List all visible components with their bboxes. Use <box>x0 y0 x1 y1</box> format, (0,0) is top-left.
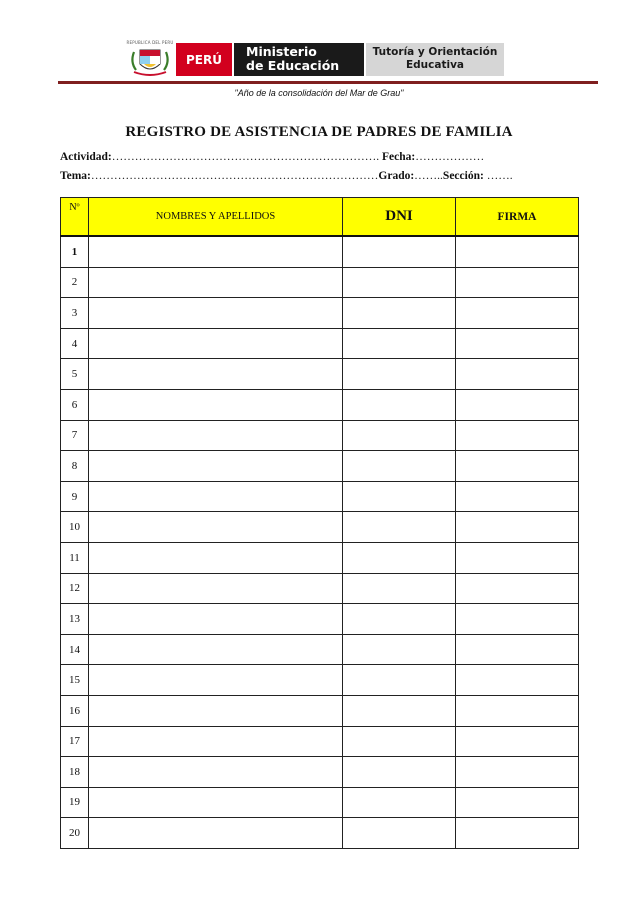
table-row <box>61 757 579 788</box>
actividad-label: Actividad: <box>60 151 112 163</box>
firma-cell[interactable] <box>456 726 579 757</box>
row-number: 20 <box>61 818 89 849</box>
dni-cell[interactable] <box>343 420 456 451</box>
table-row <box>61 634 579 665</box>
name-cell[interactable] <box>89 512 343 543</box>
row-number: 15 <box>61 665 89 696</box>
dni-cell[interactable] <box>343 573 456 604</box>
row-number: 17 <box>61 726 89 757</box>
attendance-table <box>60 197 579 849</box>
col-header-firma: FIRMA <box>456 198 579 237</box>
dni-cell[interactable] <box>343 298 456 329</box>
name-cell[interactable] <box>89 481 343 512</box>
name-cell[interactable] <box>89 542 343 573</box>
col-header-num: Nº <box>61 198 89 237</box>
tutoria-line2: Educativa <box>405 59 465 71</box>
dni-cell[interactable] <box>343 542 456 573</box>
name-cell[interactable] <box>89 695 343 726</box>
table-row <box>61 389 579 420</box>
name-cell[interactable] <box>89 236 343 267</box>
name-cell[interactable] <box>89 604 343 635</box>
firma-cell[interactable] <box>456 634 579 665</box>
seccion-label: Sección: <box>442 170 484 182</box>
name-cell[interactable] <box>89 420 343 451</box>
dni-cell[interactable] <box>343 665 456 696</box>
name-cell[interactable] <box>89 389 343 420</box>
dni-cell[interactable] <box>343 787 456 818</box>
table-row <box>61 267 579 298</box>
table-row <box>61 359 579 390</box>
page-title: REGISTRO DE ASISTENCIA DE PADRES DE FAMILIA <box>125 124 513 140</box>
firma-cell[interactable] <box>456 604 579 635</box>
ministry-line2: de Educación <box>246 58 340 73</box>
firma-cell[interactable] <box>456 328 579 359</box>
firma-cell[interactable] <box>456 573 579 604</box>
header-rule <box>58 81 598 84</box>
dni-cell[interactable] <box>343 726 456 757</box>
row-number: 1 <box>61 236 89 267</box>
table-row <box>61 512 579 543</box>
fecha-field[interactable]: ……………… <box>415 151 485 163</box>
firma-cell[interactable] <box>456 757 579 788</box>
actividad-field[interactable]: ……………………………………………………………. <box>111 151 380 163</box>
table-row <box>61 451 579 482</box>
row-number: 19 <box>61 787 89 818</box>
firma-cell[interactable] <box>456 481 579 512</box>
table-row <box>61 818 579 849</box>
row-number: 11 <box>61 542 89 573</box>
peru-logo: PERÚ <box>176 43 232 76</box>
row-number: 14 <box>61 634 89 665</box>
table-row <box>61 542 579 573</box>
firma-cell[interactable] <box>456 298 579 329</box>
actividad-line <box>60 151 484 163</box>
table-row <box>61 604 579 635</box>
tema-line <box>60 170 513 182</box>
grado-label: Grado: <box>378 170 415 182</box>
firma-cell[interactable] <box>456 451 579 482</box>
col-header-dni: DNI <box>343 198 456 237</box>
table-row <box>61 298 579 329</box>
motto: "Año de la consolidación del Mar de Grau" <box>234 88 404 98</box>
table-row <box>61 665 579 696</box>
dni-cell[interactable] <box>343 236 456 267</box>
tema-label: Tema: <box>60 170 91 182</box>
name-cell[interactable] <box>89 451 343 482</box>
dni-cell[interactable] <box>343 451 456 482</box>
row-number: 6 <box>61 389 89 420</box>
table-row <box>61 481 579 512</box>
ministry-line1: Ministerio <box>246 44 317 59</box>
firma-cell[interactable] <box>456 236 579 267</box>
firma-cell[interactable] <box>456 818 579 849</box>
row-number: 4 <box>61 328 89 359</box>
row-number: 16 <box>61 695 89 726</box>
dni-cell[interactable] <box>343 481 456 512</box>
seccion-field[interactable]: ……. <box>486 170 513 182</box>
table-row <box>61 787 579 818</box>
dni-cell[interactable] <box>343 512 456 543</box>
firma-cell[interactable] <box>456 359 579 390</box>
firma-cell[interactable] <box>456 512 579 543</box>
dni-cell[interactable] <box>343 389 456 420</box>
row-number: 10 <box>61 512 89 543</box>
row-number: 5 <box>61 359 89 390</box>
dni-cell[interactable] <box>343 359 456 390</box>
name-cell[interactable] <box>89 328 343 359</box>
table-row <box>61 695 579 726</box>
firma-cell[interactable] <box>456 695 579 726</box>
dni-cell[interactable] <box>343 634 456 665</box>
tutoria-line1: Tutoría y Orientación <box>372 46 498 58</box>
grado-field[interactable]: …….. <box>414 170 443 182</box>
fecha-label: Fecha: <box>382 151 416 163</box>
name-cell[interactable] <box>89 573 343 604</box>
firma-cell[interactable] <box>456 665 579 696</box>
name-cell[interactable] <box>89 267 343 298</box>
name-cell[interactable] <box>89 757 343 788</box>
name-cell[interactable] <box>89 665 343 696</box>
name-cell[interactable] <box>89 726 343 757</box>
letterhead <box>120 40 505 80</box>
dni-cell[interactable] <box>343 604 456 635</box>
row-number: 9 <box>61 481 89 512</box>
seal-text: REPUBLICA DEL PERU <box>126 40 174 45</box>
table-row <box>61 420 579 451</box>
row-number: 7 <box>61 420 89 451</box>
name-cell[interactable] <box>89 634 343 665</box>
firma-cell[interactable] <box>456 267 579 298</box>
dni-cell[interactable] <box>343 818 456 849</box>
dni-cell[interactable] <box>343 695 456 726</box>
tema-field[interactable]: ………………………………………………………………… <box>90 170 379 182</box>
table-row <box>61 573 579 604</box>
firma-cell[interactable] <box>456 389 579 420</box>
row-number: 8 <box>61 451 89 482</box>
row-number: 13 <box>61 604 89 635</box>
col-header-names: NOMBRES Y APELLIDOS <box>89 198 343 237</box>
table-row <box>61 236 579 267</box>
firma-cell[interactable] <box>456 420 579 451</box>
name-cell[interactable] <box>89 359 343 390</box>
row-number: 18 <box>61 757 89 788</box>
dni-cell[interactable] <box>343 757 456 788</box>
name-cell[interactable] <box>89 298 343 329</box>
name-cell[interactable] <box>89 787 343 818</box>
firma-cell[interactable] <box>456 542 579 573</box>
table-row <box>61 726 579 757</box>
ministry-logo <box>234 43 364 76</box>
tutoria-logo <box>366 43 504 76</box>
dni-cell[interactable] <box>343 267 456 298</box>
dni-cell[interactable] <box>343 328 456 359</box>
national-seal-icon <box>126 40 174 80</box>
firma-cell[interactable] <box>456 787 579 818</box>
row-number: 3 <box>61 298 89 329</box>
table-row <box>61 328 579 359</box>
name-cell[interactable] <box>89 818 343 849</box>
table-header-row <box>61 198 579 237</box>
row-number: 2 <box>61 267 89 298</box>
row-number: 12 <box>61 573 89 604</box>
